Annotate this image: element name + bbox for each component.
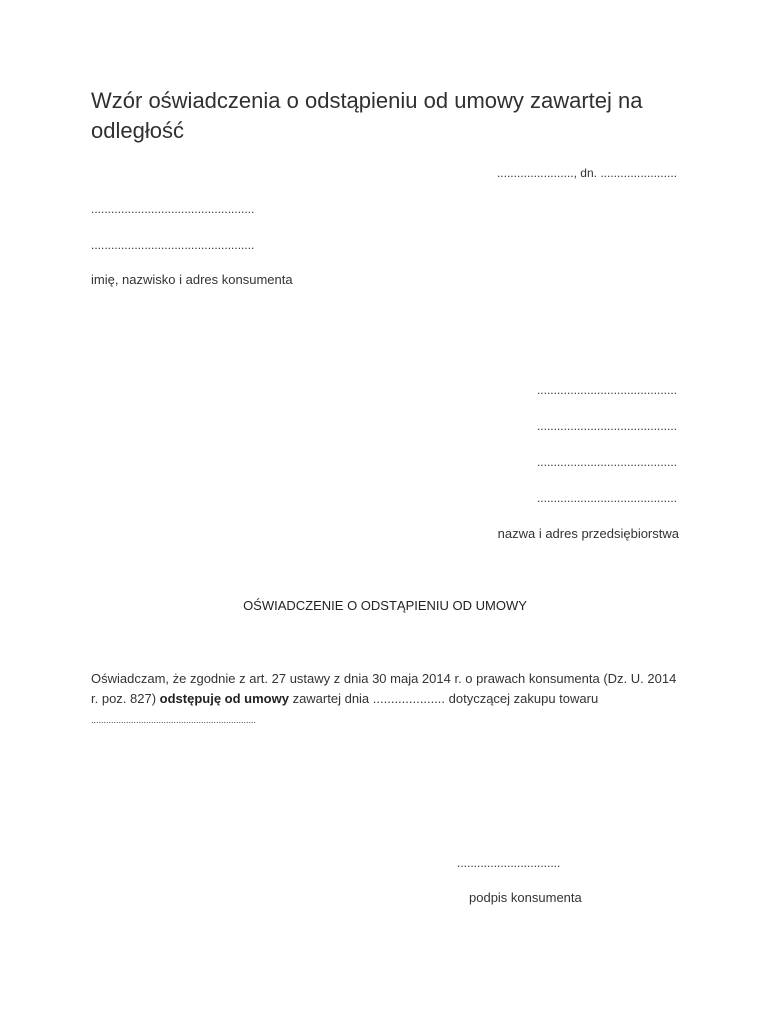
statement-paragraph	[91, 669, 681, 730]
product-dots: ..................................................................	[91, 715, 257, 725]
place-date-line: ......................., dn. .......................	[496, 166, 677, 180]
document-title: Wzór oświadczenia o odstąpieniu od umowy zawartej na odległość	[91, 88, 643, 143]
consumer-label: imię, nazwisko i adres konsumenta	[91, 272, 293, 287]
company-line-4: ..........................................	[536, 491, 677, 505]
consumer-line-1: .................................................	[91, 202, 255, 216]
statement-bold-text: odstępuję od umowy	[159, 691, 289, 706]
statement-text-part1: Oświadczam, że zgodnie z art. 27 ustawy z dnia 30 maja 2014 r. o prawach konsumenta (Dz. U. 2014 r. poz. 827)	[91, 671, 677, 706]
company-line-1: ..........................................	[536, 383, 677, 397]
signature-line: ...............................	[457, 856, 561, 870]
company-label: nazwa i adres przedsiębiorstwa	[497, 526, 679, 541]
statement-text-part2: zawartej dnia .................... dotyczącej zakupu towaru	[288, 691, 599, 706]
signature-label: podpis konsumenta	[469, 890, 582, 905]
statement-heading: OŚWIADCZENIE O ODSTĄPIENIU OD UMOWY	[243, 598, 527, 613]
consumer-line-2: .................................................	[91, 238, 255, 252]
company-line-3: ..........................................	[536, 455, 677, 469]
company-line-2: ..........................................	[536, 419, 677, 433]
